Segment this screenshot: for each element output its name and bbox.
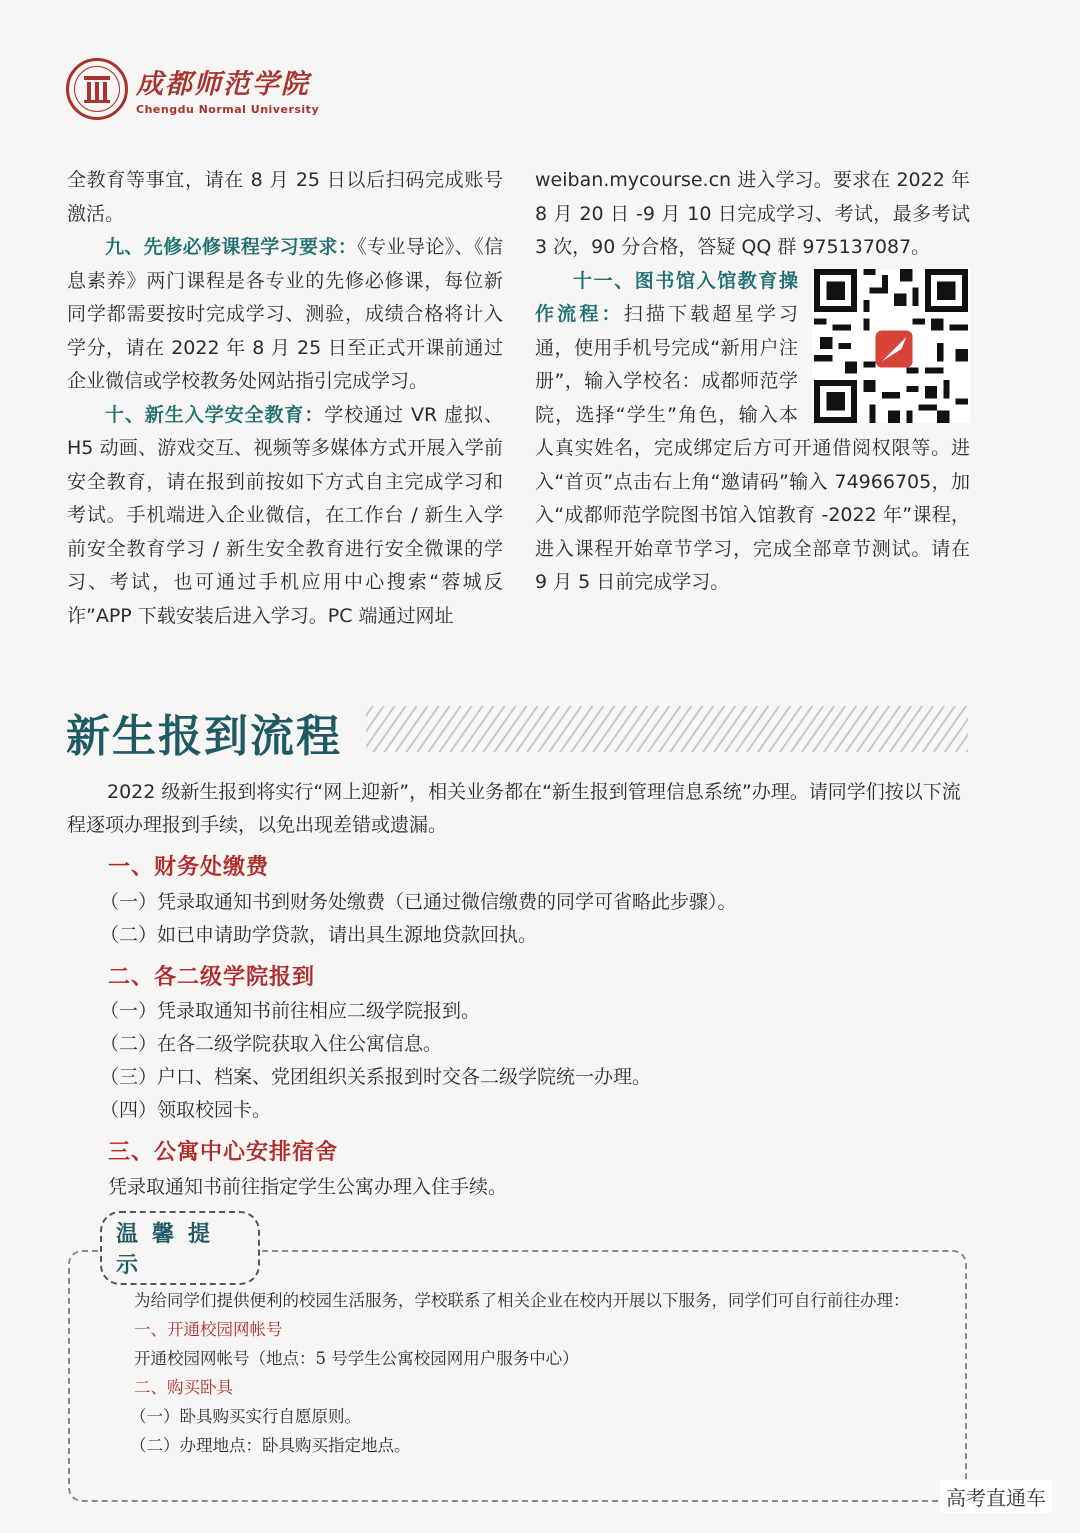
step-2-item-4: （四）领取校园卡。	[100, 1099, 272, 1121]
step-2-item-1: （一）凭录取通知书前往相应二级学院报到。	[100, 1000, 481, 1022]
university-seal-icon	[66, 58, 128, 120]
left-paragraph-3	[67, 399, 503, 634]
tips-section-1-text: 开通校园网帐号（地点：5 号学生公寓校园网用户服务中心）	[134, 1349, 579, 1368]
course-requirement-heading: 九、先修必修课程学习要求：	[105, 236, 358, 258]
step-1-item-1: （一）凭录取通知书到财务处缴费（已通过微信缴费的同学可省略此步骤）。	[100, 891, 737, 913]
step-2-item-3: （三）户口、档案、党团组织关系报到时交各二级学院统一办理。	[100, 1066, 652, 1088]
qr-code-icon[interactable]	[812, 269, 970, 423]
course-requirement-body: 《专业导论》、《信息素养》两门课程是各专业的先修必修课，每位新同学都需要按时完成学习、测验，成绩合格将计入学分，请在 2022 年 8 月 25 日至正式开课前通过企业微信或学校教务处网站指引完成学习。	[67, 236, 503, 392]
safety-education-heading: 十、新生入学安全教育：	[105, 403, 325, 426]
tips-section-1-heading: 一、开通校园网帐号	[134, 1320, 283, 1339]
tips-content	[96, 1286, 946, 1460]
left-column	[67, 164, 503, 633]
watermark: 高考直通车	[940, 1480, 1052, 1513]
tips-section-2-item-2: （二）办理地点：卧具购买指定地点。	[130, 1436, 411, 1455]
step-1-item-2: （二）如已申请助学贷款，请出具生源地贷款回执。	[100, 924, 538, 946]
step-3-text: 凭录取通知书前往指定学生公寓办理入住手续。	[108, 1176, 508, 1198]
right-paragraph-1: weiban.mycourse.cn 进入学习。要求在 2022 年 8 月 20 日 -9 月 10 日完成学习、考试，最多考试 3 次，90 分合格，答疑 QQ 群 975137087。	[535, 169, 970, 258]
step-3-heading: 三、公寓中心安排宿舍	[108, 1140, 339, 1165]
left-paragraph-1: 全教育等事宜，请在 8 月 25 日以后扫码完成账号激活。	[67, 169, 503, 225]
tips-section-2-heading: 二、购买卧具	[134, 1378, 233, 1397]
tips-title-tag	[100, 1221, 260, 1278]
section-intro: 2022 级新生报到将实行“网上迎新”，相关业务都在“新生报到管理信息系统”办理。请同学们按以下流程逐项办理报到手续，以免出现差错或遗漏。	[67, 781, 961, 836]
tips-intro: 为给同学们提供便利的校园生活服务，学校联系了相关企业在校内开展以下服务，同学们可自行前往办理：	[134, 1291, 910, 1310]
logo-text	[136, 62, 319, 116]
tips-title: 温馨提示	[100, 1211, 260, 1285]
logo-chinese-name: 成都师范学院	[136, 69, 310, 100]
section-title: 新生报到流程	[66, 711, 342, 762]
right-column	[535, 164, 970, 600]
decorative-hatch-divider	[366, 706, 968, 752]
tips-section-2-item-1: （一）卧具购买实行自愿原则。	[130, 1407, 361, 1426]
university-header	[66, 58, 319, 120]
left-paragraph-2	[67, 231, 503, 399]
logo-english-name: Chengdu Normal University	[136, 103, 320, 116]
library-education-heading: 十一、图书馆入馆教育操作流程：	[535, 269, 798, 325]
step-2-item-2: （二）在各二级学院获取入住公寓信息。	[100, 1033, 443, 1055]
step-1-heading: 一、财务处缴费	[108, 855, 270, 880]
safety-education-body: 学校通过 VR 虚拟、H5 动画、游戏交互、视频等多媒体方式开展入学前安全教育，请在报到前按如下方式自主完成学习和考试。手机端进入企业微信，在工作台 / 新生入学前安全教育学习 / 新生安全教育进行安全微课的学习、考试，也可通过手机应用中心搜索“蓉城反诈”APP 下载安装后进入学习。PC 端通过网址	[67, 403, 503, 627]
library-education-body: 扫描下载超星学习通，使用手机号完成“新用户注册”，输入学校名：成都师范学院，选择“学生”角色，输入本人真实姓名，完成绑定后方可开通借阅权限等。进入“首页”点击右上角“邀请码”输入 74966705，加入“成都师范学院图书馆入馆教育 -2022 年”课程，进入课程开始章节学习，完成全部章节测试。请在 9 月 5 日前完成学习。	[535, 303, 970, 593]
step-2-heading: 二、各二级学院报到	[108, 965, 316, 990]
